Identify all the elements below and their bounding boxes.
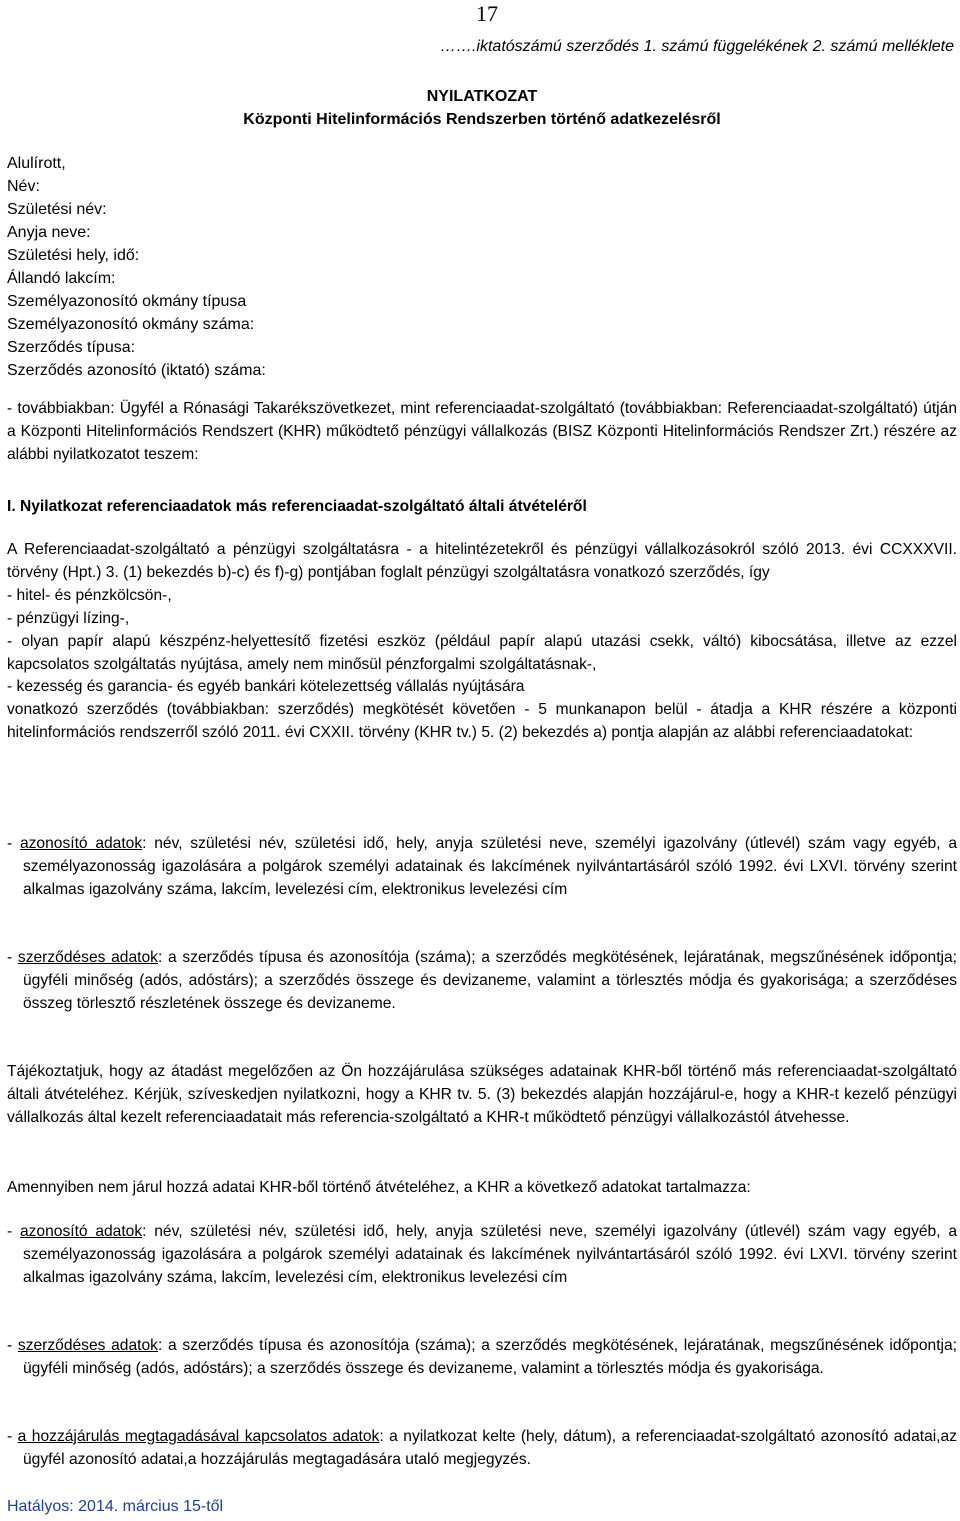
field-label: Szerződés azonosító (iktató) száma: xyxy=(7,362,266,379)
reference-data-list-1 xyxy=(7,833,957,902)
list-item: - azonosító adatok: név, születési név, születési idő, hely, anyja születési neve, személyi igazolvány (útlevél) szám vagy egyéb, a személyazonosság igazolására a polgárok személyi adatainak és lakcímének nyilvántartásáról szóló 1992. évi LXVI. törvény szerint alkalmas igazolvány száma, lakcím, levelezési cím, elektronikus levelezési cím xyxy=(7,835,957,898)
list-item: - kezesség és garancia- és egyéb bankári kötelezettség vállalás nyújtására xyxy=(7,678,525,696)
list-item: - olyan papír alapú készpénz-helyettesítő fizetési eszköz (például papír alapú utazási csekk, váltó) kibocsátása, illetve az ezzel kapcsolatos szolgáltatás nyújtása, amely nem minősül pénzforgalmi szolgáltatásnak-, xyxy=(7,632,957,673)
list-item: - szerződéses adatok: a szerződés típusa és azonosítója (száma); a szerződés megkötésének, lejáratának, megszűnésének időpontja; ügyféli minőség (adós, adóstárs); a szerződés összege és devizaneme, valamint a törlesztés módja és gyakorisága. xyxy=(7,1337,957,1377)
consent-paragraph: Tájékoztatjuk, hogy az átadást megelőzően az Ön hozzájárulása szükséges adatainak KHR-ből történő más referenciaadat-szolgáltató általi átvételéhez. Kérjük, szíveskedjen nyilatkozni, hogy a KHR tv. 5. (3) bekezdés alapján hozzájárul-e, hogy a KHR-t kezelő pénzügyi vállalkozás által kezelt referenciaadatait más referencia-szolgáltató a KHR-t működtető pénzügyi vállalkozástól átvehesse. xyxy=(7,1063,957,1126)
personal-data-fields xyxy=(7,152,266,382)
list-item: - azonosító adatok: név, születési név, születési idő, hely, anyja születési neve, személyi igazolvány (útlevél) szám vagy egyéb, a személyazonosság igazolására a polgárok személyi adatainak és lakcímének nyilvántartásáról szóló 1992. évi LXVI. törvény szerint alkalmas igazolvány száma, lakcím, levelezési cím, elektronikus levelezési cím xyxy=(7,1223,957,1286)
field-label: Személyazonosító okmány száma: xyxy=(7,316,255,333)
term: szerződéses adatok xyxy=(17,1337,158,1354)
field-label: Születési név: xyxy=(7,201,107,218)
field-label: Születési hely, idő: xyxy=(7,247,140,264)
reference-data-list-2 xyxy=(7,1221,957,1290)
list-item: - pénzügyi lízing-, xyxy=(7,609,130,627)
list-item: - hitel- és pénzkölcsön-, xyxy=(7,586,172,604)
field-label: Név: xyxy=(7,178,40,195)
field-label: Személyazonosító okmány típusa xyxy=(7,293,247,310)
effective-date-footer: Hatályos: 2014. március 15-től xyxy=(7,1498,224,1515)
reference-data-list-1b xyxy=(7,947,957,1016)
field-label: Szerződés típusa: xyxy=(7,339,136,356)
document-title xyxy=(7,85,957,131)
list-item: - a hozzájárulás megtagadásával kapcsolatos adatok: a nyilatkozat kelte (hely, dátum), a referenciaadat-szolgáltató azonosító adatai,az ügyfél azonosító adatai,a hozzájárulás megtagadására utaló megjegyzés. xyxy=(7,1428,958,1468)
title-line-1: NYILATKOZAT xyxy=(426,88,538,105)
reference-data-list-2b xyxy=(7,1335,957,1381)
field-label: Anyja neve: xyxy=(7,224,91,241)
header-reference: …….iktatószámú szerződés 1. számú függelékének 2. számú melléklete xyxy=(439,38,954,55)
reference-data-list-2c xyxy=(7,1426,957,1472)
paragraph-intro: A Referenciaadat-szolgáltató a pénzügyi szolgáltatásra - a hitelintézetekről és pénzügyi vállalkozásokról szóló 2013. évi CCXXXVII. törvény (Hpt.) 3. (1) bekezdés b)-c) és f)-g) pontjában foglalt pénzügyi szolgáltatásra vonatkozó szerződés, így xyxy=(7,541,957,581)
term: azonosító adatok xyxy=(19,835,143,852)
term: azonosító adatok xyxy=(19,1223,143,1240)
paragraph-outro: vonatkozó szerződés (továbbiakban: szerződés) megkötését követően - 5 munkanapon belül - átadja a KHR részére a központi hitelinformációs rendszerről szóló 2011. évi CXXII. törvény (KHR tv.) 5. (2) bekezdés a) pontja alapján az alábbi referenciaadatokat: xyxy=(7,701,957,742)
field-label: Állandó lakcím: xyxy=(7,270,116,287)
refusal-paragraph: Amennyiben nem járul hozzá adatai KHR-ből történő átvételéhez, a KHR a következő adatokat tartalmazza: xyxy=(7,1179,751,1196)
section-1-heading: I. Nyilatkozat referenciaadatok más referenciaadat-szolgáltató általi átvételéről xyxy=(7,498,587,515)
page-number: 17 xyxy=(476,1,498,26)
title-line-2: Központi Hitelinformációs Rendszerben történő adatkezelésről xyxy=(243,111,721,128)
field-label: Alulírott, xyxy=(7,155,66,172)
term: szerződéses adatok xyxy=(17,949,158,966)
section-1-paragraph xyxy=(7,539,957,745)
list-item: - szerződéses adatok: a szerződés típusa és azonosítója (száma); a szerződés megkötésének, lejáratának, megszűnésének időpontja; ügyféli minőség (adós, adóstárs); a szerződés összege és devizaneme, valamint a törlesztés módja és gyakorisága; a szerződéses összeg törlesztő részletének összege és devizaneme. xyxy=(7,949,957,1012)
term: a hozzájárulás megtagadásával kapcsolatos adatok xyxy=(17,1428,380,1445)
intro-paragraph: - továbbiakban: Ügyfél a Rónasági Takarékszövetkezet, mint referenciaadat-szolgáltató (továbbiakban: Referenciaadat-szolgáltató) útján a Központi Hitelinformációs Rendszert (KHR) működtető pénzügyi vállalkozás (BISZ Központi Hitelinformációs Rendszer Zrt.) részére az alábbi nyilatkozatot teszem: xyxy=(7,400,957,463)
